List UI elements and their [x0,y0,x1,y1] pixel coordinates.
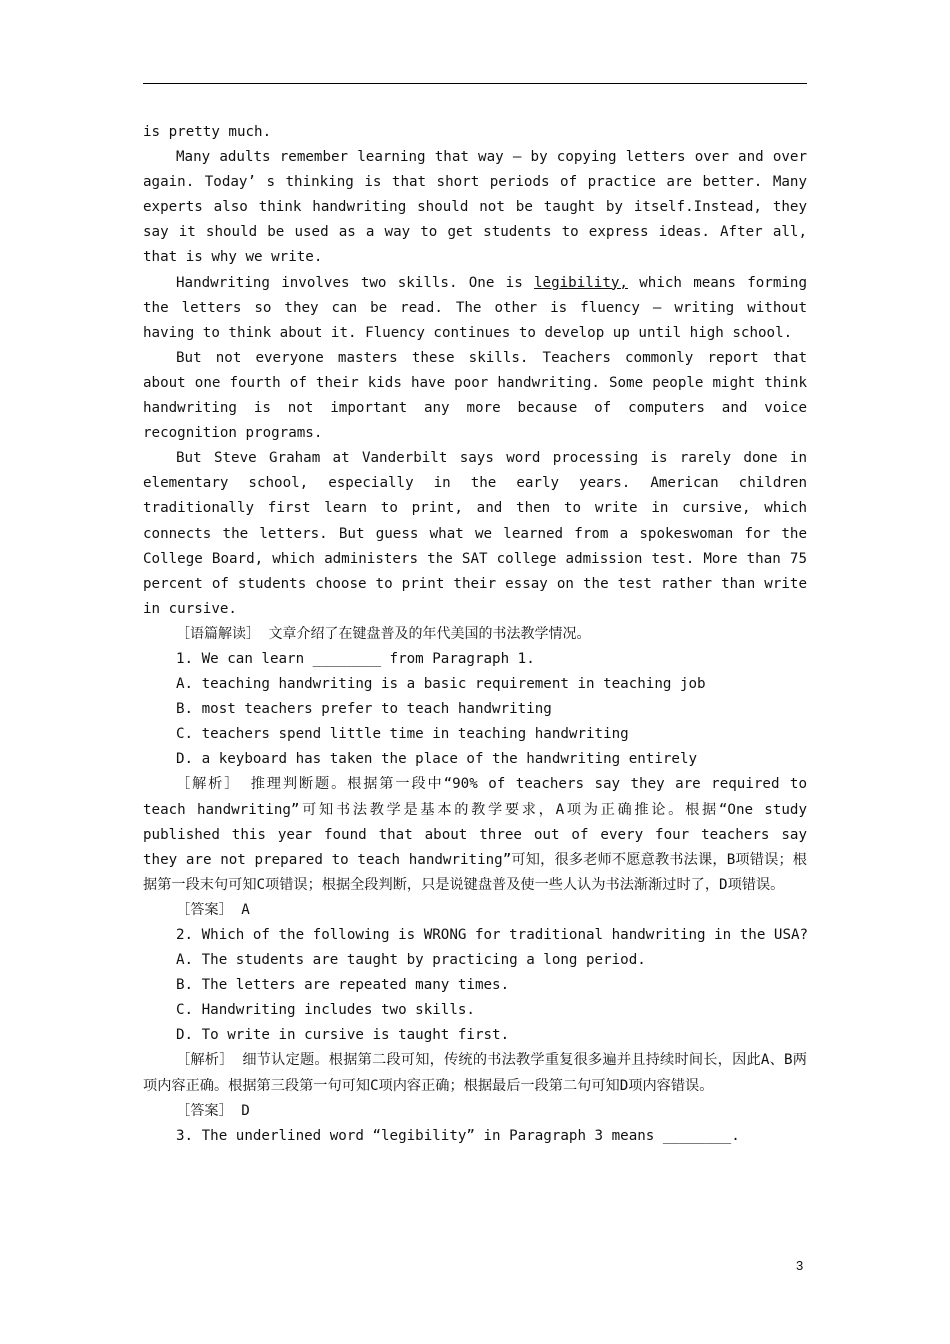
reading-note-label: ［语篇解读］ [176,625,260,642]
paragraph-3-text-before: Handwriting involves two skills. One is [176,274,535,291]
question-2-stem: 2. Which of the following is WRONG for traditional handwriting in the USA? [176,927,809,943]
passage-paragraph-5: But Steve Graham at Vanderbilt says word processing is rarely done in elementary school, especially in the early years. American children traditionally first learn to print, and then to write in cursive, which connects the letters. But guess what we learned from a spokeswoman for the College Board, which administers the SAT college admission test. More than 75 percent of students choose to print their essay on the test rather than write in cursive. [143,450,807,617]
passage-paragraph-4: But not everyone masters these skills. Teachers commonly report that about one fourth of their kids have poor handwriting. Some people might think handwriting is not important any more because of computers and voice recognition programs. [143,349,807,442]
question-1-stem: 1. We can learn ________ from Paragraph 1. [176,650,535,667]
question-1-option-d: D. a keyboard has taken the place of the handwriting entirely [176,751,698,768]
question-2-analysis: ［解析］ 细节认定题。根据第二段可知，传统的书法教学重复很多遍并且持续时间长，因此A、B两项内容正确。根据第三段第一句可知C项内容正确；根据最后一段第二句可知D项内容错误。 [143,1052,807,1094]
document-body [143,120,807,1149]
passage-paragraph-3 [143,271,807,346]
question-2-answer: ［答案］ D [176,1102,250,1119]
paragraph-3-text-after: which means forming the letters so they can be read. The other is fluency — writing without having to think about it. Fluency continues to develop up until high school. [143,274,807,341]
question-2-option-a: A. The students are taught by practicing a long period. [176,952,646,969]
question-1-answer: ［答案］ A [176,901,250,918]
question-1-option-c: C. teachers spend little time in teaching handwriting [176,726,629,743]
question-3-stem: 3. The underlined word “legibility” in Paragraph 3 means ________. [176,1127,740,1144]
passage-paragraph-2: Many adults remember learning that way — by copying letters over and over again. Today’ s thinking is that short periods of practice are better. Many experts also think handwriting should not be taught by itself.Instead, they say it should be used as a way to get students to express ideas. After all, that is why we write. [143,149,807,266]
page-number: 3 [796,1258,804,1273]
header-rule [143,83,807,84]
question-1-option-b: B. most teachers prefer to teach handwriting [176,701,552,718]
reading-note-text: 文章介绍了在键盘普及的年代美国的书法教学情况。 [268,625,591,642]
reading-note [143,622,807,647]
question-2-option-b: B. The letters are repeated many times. [176,977,510,994]
underlined-word-legibility: legibility, [534,274,628,291]
question-2-option-d: D. To write in cursive is taught first. [176,1027,510,1044]
question-1-option-a: A. teaching handwriting is a basic requirement in teaching job [176,676,706,693]
question-2-option-c: C. Handwriting includes two skills. [176,1002,475,1019]
passage-paragraph-continued: is pretty much. [143,124,272,140]
question-1-analysis: ［解析］ 推理判断题。根据第一段中“90% of teachers say they are required to teach handwriting”可知书法教学是基本的教学要求，A项为正确推论。根据“One study published this year found that about three out of every four teachers say they are not prepared to teach handwriting”可知，很多老师不愿意教书法课，B项错误；根据第一段末句可知C项错误；根据全段判断，只是说键盘普及使一些人认为书法渐渐过时了，D项错误。 [143,776,807,893]
